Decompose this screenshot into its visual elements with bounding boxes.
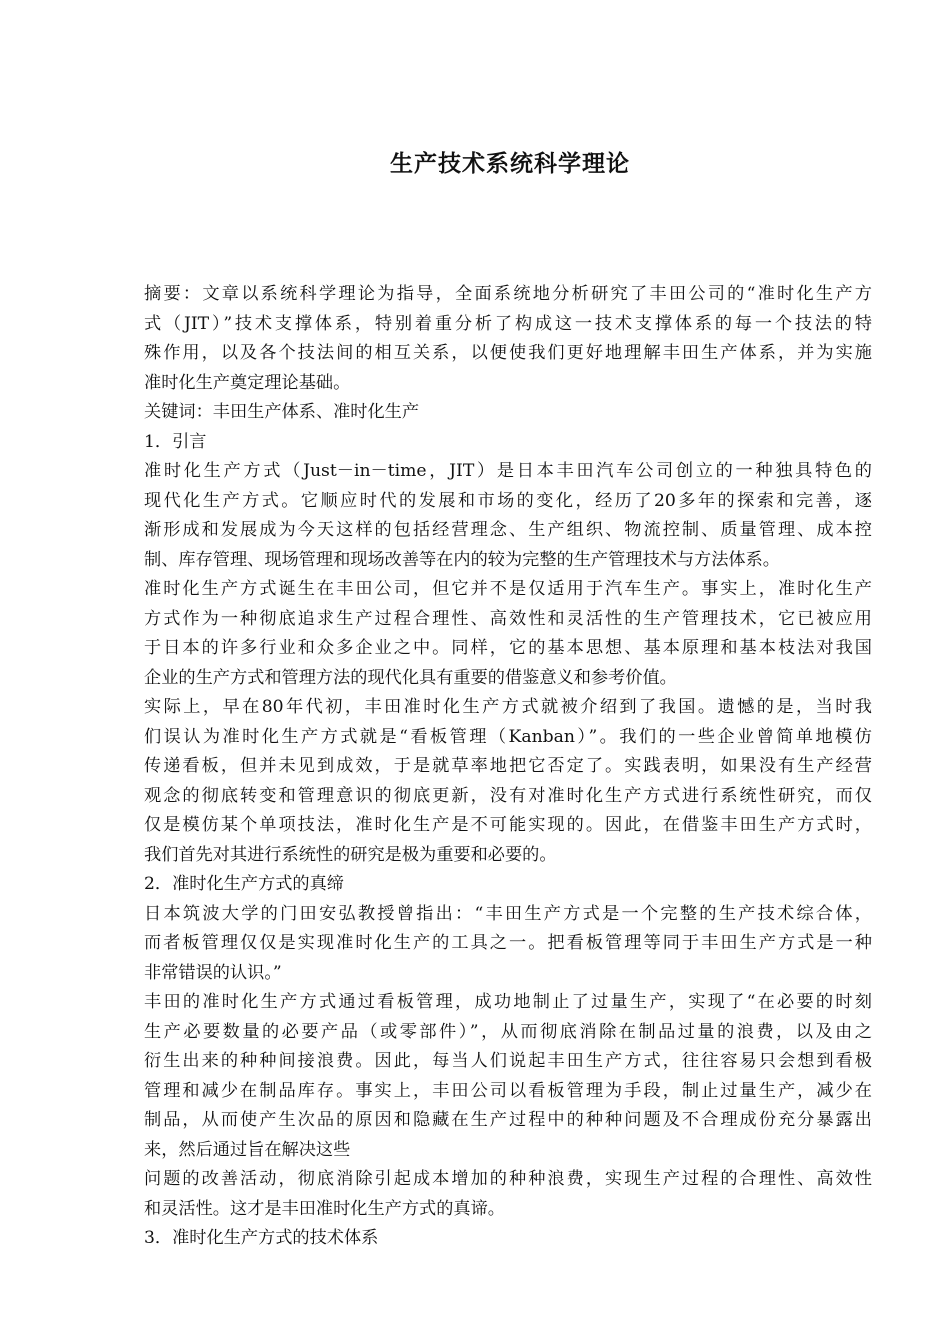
text-line: 生产必要数量的必要产品（或零部件）”，从而彻底消除在制品过量的浪费，以及由之 (144, 1021, 872, 1042)
text-line: 非常错误的认识。” (144, 962, 282, 983)
text-line: 殊作用，以及各个技法间的相互关系，以便使我们更好地理解丰田生产体系，并为实施 (144, 343, 872, 363)
document-title: 生产技术系统科学理论 (390, 150, 630, 177)
text-line: 制品，从而使产生次品的原因和隐藏在生产过程中的种种问题及不合理成份充分暴露出 (144, 1110, 872, 1130)
text-line: 传递看板，但并未见到成效，于是就草率地把它否定了。实践表明，如果没有生产经营 (144, 756, 872, 776)
text-line: 和灵活性。这才是丰田准时化生产方式的真谛。 (144, 1198, 505, 1219)
text-line: 仅是模仿某个单项技法，准时化生产是不可能实现的。因此，在借鉴丰田生产方式时， (144, 815, 872, 835)
text-line: 准时化生产方式诞生在丰田公司，但它并不是仅适用于汽车生产。事实上，准时化生产 (144, 579, 872, 599)
text-line: 准时化生产方式（Just－in－time，JIT）是日本丰田汽车公司创立的一种独具特色的 (144, 461, 872, 481)
text-line: 日本筑波大学的门田安弘教授曾指出：“丰田生产方式是一个完整的生产技术综合体， (144, 903, 872, 924)
text-line: 衍生出来的种种间接浪费。因此，每当人们说起丰田生产方式，往往容易只会想到看极 (144, 1051, 872, 1071)
text-line: 3．准时化生产方式的技术体系 (144, 1228, 379, 1248)
text-line: 准时化生产奠定理论基础。 (144, 372, 351, 393)
text-line: 企业的生产方式和管理方法的现代化具有重要的借鉴意义和参考价值。 (144, 667, 677, 688)
text-line: 我们首先对其进行系统性的研究是极为重要和必要的。 (144, 844, 557, 865)
text-line: 于日本的许多行业和众多企业之中。同样，它的基本思想、基本原理和基本枝法对我国 (144, 638, 872, 658)
text-line: 1．引言 (144, 431, 207, 452)
text-line: 丰田的准时化生产方式通过看板管理，成功地制止了过量生产，实现了“在必要的时刻 (144, 992, 872, 1012)
text-line: 渐形成和发展成为今天这样的包括经营理念、生产组织、物流控制、质量管理、成本控 (144, 520, 872, 540)
text-line: 方式作为一种彻底追求生产过程合理性、高效性和灵活性的生产管理技术，它已被应用 (144, 608, 872, 629)
text-line: 摘要：文章以系统科学理论为指导，全面系统地分析研究了丰田公司的“准时化生产方 (144, 284, 872, 304)
text-line: 实际上，早在80年代初，丰田准时化生产方式就被介绍到了我国。遗憾的是，当时我 (144, 697, 872, 717)
text-line: 管理和减少在制品库存。事实上，丰田公司以看板管理为手段，制止过量生产，减少在 (144, 1080, 872, 1101)
text-line: 关键词：丰田生产体系、准时化生产 (144, 402, 420, 422)
text-line: 制、库存管理、现场管理和现场改善等在内的较为完整的生产管理技术与方法体系。 (144, 549, 780, 570)
text-line: 2．准时化生产方式的真缔 (144, 874, 344, 894)
text-line: 式（JIT）”技术支撑体系，特别着重分析了构成这一技术支撑体系的每一个技法的特 (144, 313, 872, 334)
text-line: 们误认为准时化生产方式就是“看板管理（Kanban）”。我们的一些企业曾简单地模仿 (144, 726, 872, 747)
text-line: 而者板管理仅仅是实现准时化生产的工具之一。把看板管理等同于丰田生产方式是一种 (144, 933, 872, 953)
document-body (144, 280, 872, 1254)
text-line: 观念的彻底转变和管理意识的彻底更新，没有对准时化生产方式进行系统性研究，而仅 (144, 785, 872, 806)
text-line: 问题的改善活动，彻底消除引起成本增加的种种浪费，实现生产过程的合理性、高效性 (144, 1169, 872, 1189)
text-line: 现代化生产方式。它顺应时代的发展和市场的变化，经历了20多年的探索和完善，逐 (144, 490, 872, 511)
text-line: 来，然后通过旨在解决这些 (144, 1139, 351, 1160)
